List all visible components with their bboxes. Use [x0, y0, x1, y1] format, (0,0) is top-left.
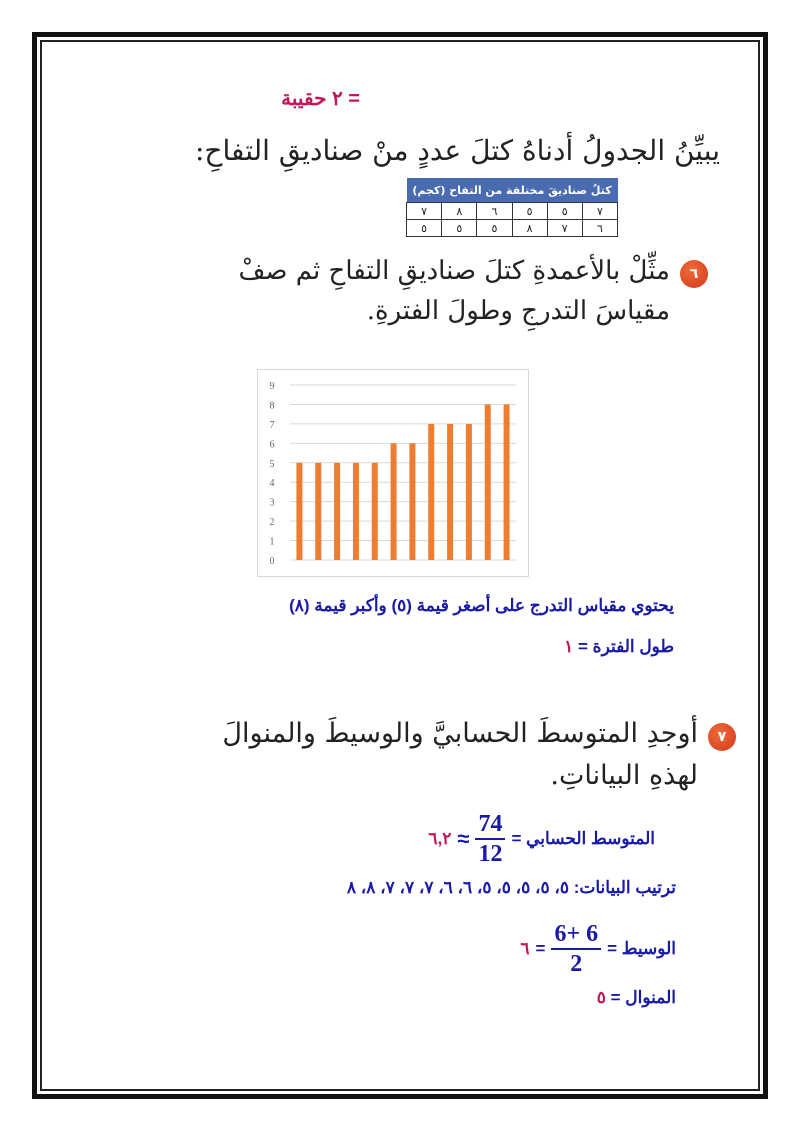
median-denominator: 2	[570, 951, 583, 977]
interval-answer	[564, 637, 674, 657]
bar	[296, 463, 302, 560]
y-tick-label: 4	[269, 478, 275, 490]
bar	[372, 463, 378, 560]
ordered-data: ترتيب البيانات: ٥، ٥، ٥، ٥، ٥، ٦، ٦، ٧، ٧، ٧، ٨، ٨	[346, 878, 676, 897]
median-numerator: 6 +6	[551, 922, 601, 950]
question-6-line-2: مقياسَ التدرجِ وطولَ الفترةِ.	[366, 296, 670, 326]
bar	[334, 463, 340, 560]
mode-value: ٥	[596, 988, 606, 1007]
mode-answer	[597, 988, 676, 1008]
question-7-line-1: أوجدِ المتوسطَ الحسابيَّ والوسيطَ والمنوالَ	[222, 718, 698, 749]
table-cell: ٨	[512, 220, 547, 237]
bar	[504, 404, 510, 560]
mean-denominator: 12	[478, 841, 503, 867]
scale-description: يحتوي مقياس التدرج على أصغر قيمة (٥) وأكبر قيمة (٨)	[289, 596, 674, 615]
mean-numerator: 74	[475, 812, 505, 840]
bar	[447, 424, 453, 560]
table-cell: ٥	[512, 203, 547, 220]
median-equals: =	[535, 939, 546, 958]
approx-sign: ≈	[457, 826, 470, 851]
question-6-badge: ٦	[680, 260, 708, 288]
y-tick-label: 9	[269, 381, 275, 392]
y-tick-label: 0	[269, 556, 275, 567]
median-value: ٦	[520, 939, 530, 958]
question-7-line-2: لهذهِ البياناتِ.	[550, 760, 698, 791]
table-cell: ٦	[477, 203, 512, 220]
table-row	[407, 220, 618, 237]
table-cell: ٦	[582, 220, 617, 237]
bar	[485, 404, 491, 560]
bar	[353, 463, 359, 560]
bar	[409, 443, 415, 560]
y-tick-label: 5	[269, 458, 275, 470]
mode-label: المنوال =	[610, 988, 676, 1007]
y-tick-label: 7	[269, 419, 275, 431]
y-tick-label: 6	[269, 439, 275, 451]
apple-boxes-table	[406, 178, 618, 237]
median-label: الوسيط =	[607, 939, 676, 958]
median-answer	[520, 922, 676, 976]
table-cell: ٥	[477, 220, 512, 237]
question-6-line-1: مثِّلْ بالأعمدةِ كتلَ صناديقِ التفاحِ ثم صفْ	[238, 256, 670, 286]
table-cell: ٥	[547, 203, 582, 220]
table-title: كتلُ صناديقَ مختلفة من التفاح (كجم)	[407, 178, 618, 203]
bar	[391, 443, 397, 560]
interval-value: ١	[564, 637, 574, 656]
y-tick-label: 2	[269, 517, 275, 529]
table-cell: ٥	[442, 220, 477, 237]
mean-value: ٦,٢	[428, 829, 452, 848]
table-cell: ٥	[407, 220, 442, 237]
interval-label: طول الفترة =	[578, 637, 674, 656]
mean-answer	[428, 812, 655, 866]
table-cell: ٨	[442, 203, 477, 220]
table-cell: ٧	[547, 220, 582, 237]
median-fraction	[551, 922, 601, 976]
y-tick-label: 3	[269, 497, 275, 509]
table-cell: ٧	[582, 203, 617, 220]
question-7-badge: ٧	[708, 723, 736, 751]
bar	[428, 424, 434, 560]
bar	[466, 424, 472, 560]
mean-fraction	[475, 812, 505, 866]
bag-count-line: = ٢ حقيبة	[281, 88, 360, 110]
y-tick-label: 8	[269, 400, 275, 412]
bar	[315, 463, 321, 560]
intro-text: يبيِّنُ الجدولُ أدناهُ كتلَ عددٍ منْ صناديقِ التفاحِ:	[195, 134, 720, 167]
table-row	[407, 203, 618, 220]
table-cell: ٧	[407, 203, 442, 220]
mean-label: المتوسط الحسابي =	[511, 829, 655, 848]
y-tick-label: 1	[269, 536, 275, 548]
bar-chart	[257, 369, 529, 577]
